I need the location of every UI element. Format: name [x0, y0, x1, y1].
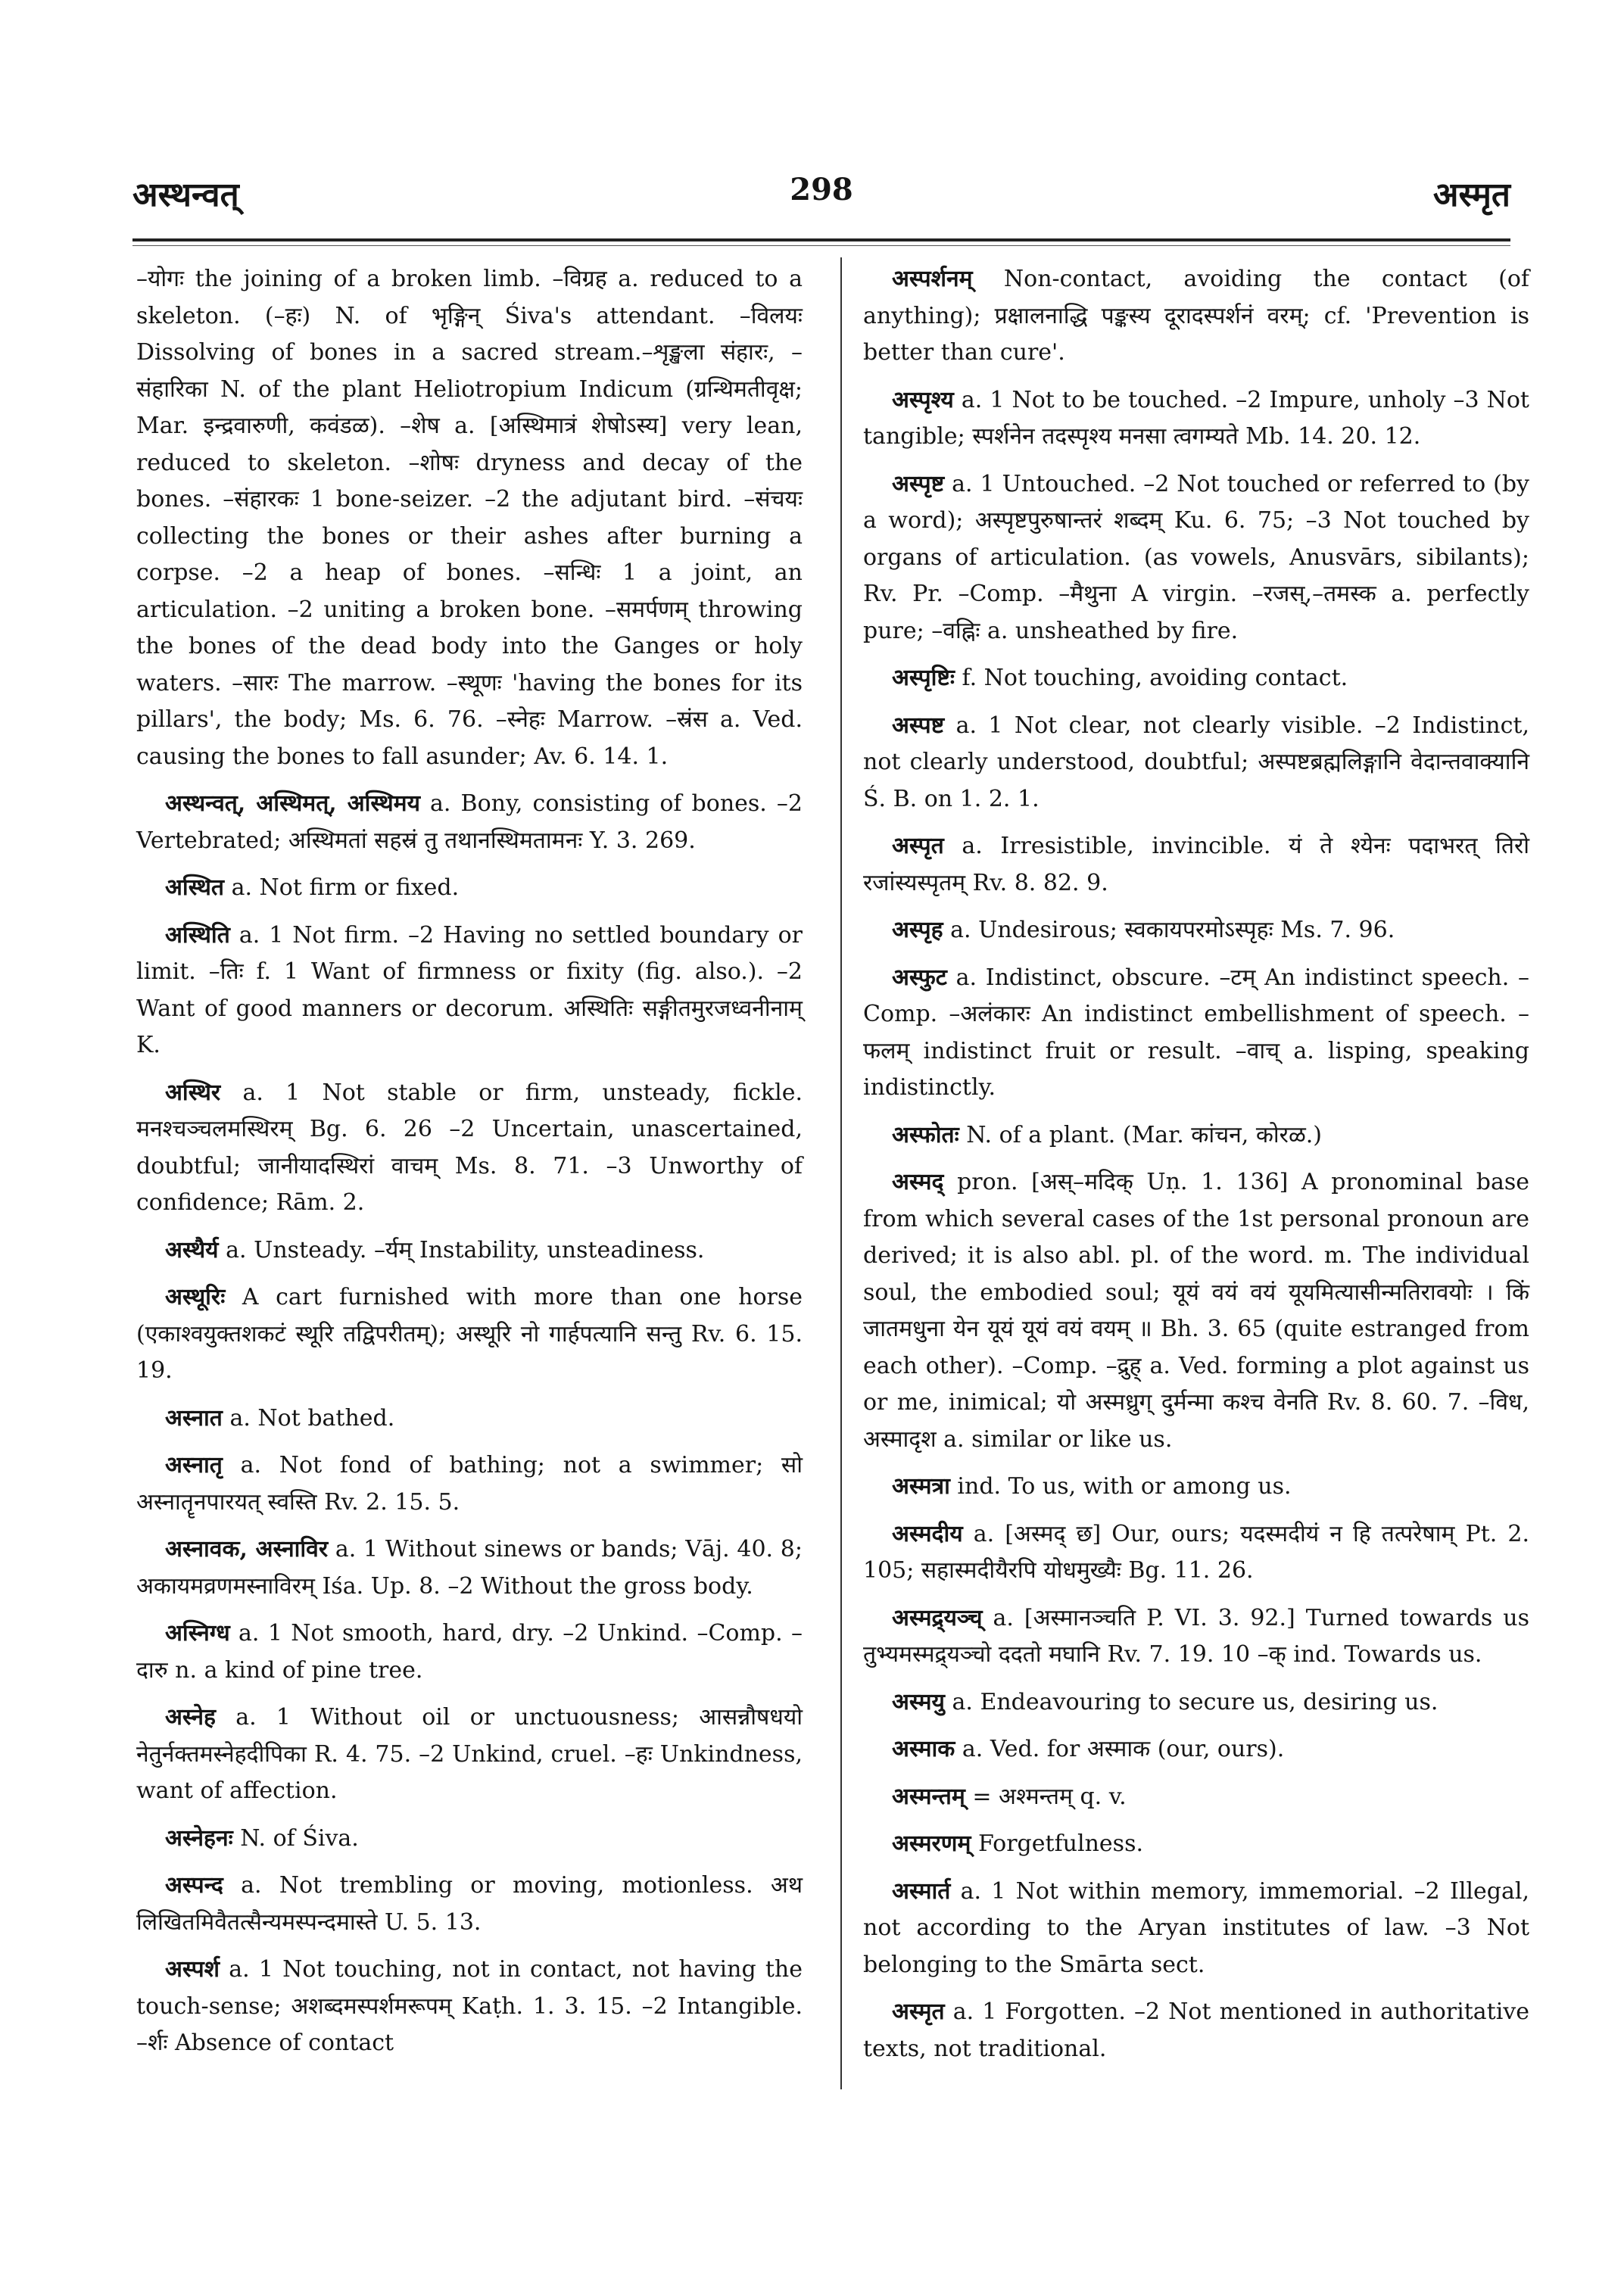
- header-left-word: अस्थन्वत्: [132, 176, 239, 214]
- entry-definition: a. 1 Not touching, not in contact, not having the touch-sense; अशब्दमस्पर्शमरूपम् Kaṭh. 1. 3. 15. –2 Intangible. –र्शः Absence of contact: [136, 1956, 803, 2056]
- entry-headword: अस्पृष्टिः: [892, 665, 955, 691]
- dictionary-entry: [136, 1868, 803, 1941]
- entry-headword: अस्नावक, अस्नाविर: [165, 1536, 329, 1562]
- dictionary-entry: [136, 1279, 803, 1390]
- entry-headword: अस्मार्त: [892, 1877, 951, 1905]
- entry-definition: a. 1 Not stable or firm, unsteady, fickle. मनश्चञ्चलमस्थिरम् Bg. 6. 26 –2 Uncertain, unascertained, doubtful; जानीयादस्थिरां वाचम् Ms. 8. 71. –3 Unworthy of confidence; Rām. 2.: [136, 1079, 803, 1216]
- dictionary-entry: [863, 1779, 1529, 1816]
- entry-headword: अस्फोतः: [892, 1121, 959, 1148]
- entry-headword: अस्पृह: [892, 917, 943, 943]
- entry-definition: a. Unsteady. –र्यम् Instability, unsteadiness.: [226, 1236, 705, 1263]
- entry-definition: a. 1 Untouched. –2 Not touched or referred to (by a word); अस्पृष्टपुरुषान्तरं शब्दम् Ku. 6. 75; –3 Not touched by organs of articulation. (as vowels, Anusvārs, sibilants); Rv. Pr. –Comp. –मैथुना A virgin. –रजस्,–तमस्क a. perfectly pure; –वह्निः a. unsheathed by fire.: [863, 470, 1529, 644]
- entry-definition: a. 1 Without oil or unctuousness; आसन्नौषधयो नेतुर्नक्तमस्नेहदीपिका R. 4. 75. –2 Unkind, cruel. –हः Unkindness, want of affection.: [136, 1704, 803, 1804]
- entry-definition: = अश्मन्तम् q. v.: [972, 1783, 1127, 1810]
- entry-definition: a. Not fond of bathing; not a swimmer; सो अस्नातॄनपारयत् स्वस्ति Rv. 2. 15. 5.: [136, 1452, 803, 1516]
- header-right-word: अस्मृत: [1432, 176, 1510, 214]
- dictionary-entry: [863, 912, 1529, 949]
- entry-definition: a. 1 Not firm. –2 Having no settled boundary or limit. –तिः f. 1 Want of firmness or fixity (fig. also.). –2 Want of good manners or decorum. अस्थितिः सङ्गीतमुरजध्वनीनाम् K.: [136, 921, 803, 1058]
- entry-definition: a. Undesirous; स्वकायपरमोऽस्पृहः Ms. 7. 96.: [950, 917, 1395, 943]
- dictionary-entry: [863, 828, 1529, 902]
- dictionary-entry: [136, 261, 803, 775]
- dictionary-entry: [863, 1600, 1529, 1674]
- entry-definition: a. 1 Not to be touched. –2 Impure, unholy –3 Not tangible; स्पर्शनेन तदस्पृश्य मनसा त्वगम्यते Mb. 14. 20. 12.: [863, 386, 1529, 450]
- entry-headword: अस्मरणम्: [892, 1830, 971, 1857]
- dictionary-entry: [863, 466, 1529, 650]
- left-column: [136, 261, 803, 2073]
- entry-headword: अस्मन्तम्: [892, 1783, 965, 1810]
- dictionary-entry: [863, 708, 1529, 818]
- entry-definition: a. Irresistible, invincible. यं ते श्येनः पदाभरत् तिरो रजांस्यस्पृतम् Rv. 8. 82. 9.: [863, 833, 1529, 896]
- entry-definition: a. Endeavouring to secure us, desiring us.: [952, 1688, 1439, 1715]
- dictionary-entry: [863, 660, 1529, 697]
- entry-headword: अस्निग्ध: [165, 1620, 230, 1647]
- page-number: 298: [790, 172, 853, 207]
- entry-headword: अस्पर्श: [165, 1956, 220, 1983]
- entry-definition: –योगः the joining of a broken limb. –विग्रह a. reduced to a skeleton. (–हः) N. of भृङ्गिन् Śiva's attendant. –विलयः Dissolving of bones in a sacred stream.–शृङ्खला संहारः, –संहारिका N. of the plant Heliotropium Indicum (ग्रन्थिमतीवृक्ष; Mar. इन्द्रवारुणी, कवंडळ). –शेष a. [अस्थिमात्रं शेषोऽस्य] very lean, reduced to skeleton. –शोषः dryness and decay of the bones. –संहारकः 1 bone-seizer. –2 the adjutant bird. –संचयः collecting the bones or their ashes after burning a corpse. –2 a heap of bones. –सन्धिः 1 a joint, an articulation. –2 uniting a broken bone. –समर्पणम् throwing the bones of the dead body into the Ganges or holy waters. –सारः The marrow. –स्थूणः 'having the bones for its pillars', the body; Ms. 6. 76. –स्नेहः Marrow. –स्रंस a. Ved. causing the bones to fall asunder; Av. 6. 14. 1.: [136, 266, 803, 770]
- entry-definition: a. 1 Not within memory, immemorial. –2 Illegal, not according to the Aryan institutes of law. –3 Not belonging to the Smārta sect.: [863, 1877, 1529, 1978]
- entry-headword: अस्मद्: [892, 1169, 944, 1195]
- entry-definition: f. Not touching, avoiding contact.: [962, 665, 1348, 691]
- dictionary-entry: [136, 786, 803, 859]
- entry-definition: a. Not firm or fixed.: [231, 874, 460, 901]
- dictionary-entry: [136, 870, 803, 907]
- dictionary-entry: [136, 1075, 803, 1222]
- entry-definition: a. Indistinct, obscure. –टम् An indistinct speech. –Comp. –अलंकारः An indistinct embellishment of speech. –फलम् indistinct fruit or result. –वाच् a. lisping, speaking indistinctly.: [863, 964, 1529, 1101]
- dictionary-entry: [863, 1731, 1529, 1768]
- entry-headword: अस्पर्शनम्: [892, 266, 973, 292]
- dictionary-entry: [136, 1699, 803, 1810]
- dictionary-entry: [863, 1164, 1529, 1458]
- dictionary-entry: [863, 1994, 1529, 2067]
- entry-headword: अस्फुट: [892, 964, 947, 991]
- dictionary-entry: [863, 960, 1529, 1107]
- page-header: [132, 170, 1510, 223]
- entry-definition: A cart furnished with more than one horse (एकाश्वयुक्तशकटं स्थूरि तद्विपरीतम्); अस्थूरि नो गार्हपत्यानि सन्तु Rv. 6. 15. 19.: [136, 1284, 803, 1384]
- dictionary-entry: [863, 1516, 1529, 1590]
- dictionary-entry: [136, 1232, 803, 1270]
- dictionary-entry: [863, 1469, 1529, 1506]
- dictionary-entry: [136, 918, 803, 1064]
- entry-definition: a. 1 Not smooth, hard, dry. –2 Unkind. –Comp. –दारु n. a kind of pine tree.: [136, 1620, 803, 1684]
- dictionary-entry: [863, 1117, 1529, 1154]
- entry-definition: ind. To us, with or among us.: [957, 1473, 1292, 1500]
- column-divider: [840, 257, 842, 2089]
- entry-headword: अस्पृत: [892, 833, 944, 859]
- entry-headword: अस्थित: [165, 874, 225, 901]
- dictionary-entry: [863, 261, 1529, 372]
- entry-definition: a. 1 Not clear, not clearly visible. –2 Indistinct, not clearly understood, doubtful; अस्पष्टब्रह्मलिङ्गानि वेदान्तवाक्यानि Ś. B. on 1. 2. 1.: [863, 712, 1529, 812]
- entry-headword: अस्थूरिः: [165, 1284, 226, 1310]
- entry-headword: अस्थैर्य: [165, 1236, 219, 1263]
- entry-headword: अस्नात: [165, 1404, 223, 1432]
- dictionary-entry: [136, 1447, 803, 1521]
- entry-headword: अस्पष्ट: [892, 712, 945, 739]
- entry-headword: अस्पन्द: [165, 1872, 223, 1899]
- dictionary-entry: [863, 382, 1529, 456]
- dictionary-entry: [863, 1826, 1529, 1863]
- entry-headword: अस्नातृ: [165, 1452, 223, 1478]
- entry-definition: Non-contact, avoiding the contact (of anything); प्रक्षालनाद्धि पङ्कस्य दूरादस्पर्शनं वरम्; cf. 'Prevention is better than cure'.: [863, 266, 1529, 366]
- entry-definition: a. Not bathed.: [229, 1404, 395, 1432]
- entry-headword: अस्पृष्ट: [892, 470, 945, 497]
- dictionary-entry: [136, 1400, 803, 1438]
- dictionary-entry: [863, 1874, 1529, 1984]
- entry-definition: a. Bony, consisting of bones. –2 Vertebrated; अस्थिमतां सहस्रं तु तथानस्थिमतामनः Y. 3. 269.: [136, 790, 803, 854]
- entry-headword: अस्मत्रा: [892, 1473, 950, 1500]
- entry-definition: N. of a plant. (Mar. कांचन, कोरळ.): [966, 1121, 1322, 1148]
- dictionary-entry: [136, 1821, 803, 1858]
- entry-definition: a. Ved. for अस्माक (our, ours).: [962, 1736, 1285, 1762]
- entry-headword: अस्नेहनः: [165, 1824, 233, 1852]
- entry-definition: a. [अस्मद् छ] Our, ours; यदस्मदीयं न हि तत्परेषाम् Pt. 2. 105; सहास्मदीयैरपि योधमुख्यैः Bg. 11. 26.: [863, 1520, 1529, 1584]
- entry-headword: अस्मदीय: [892, 1520, 963, 1547]
- entry-definition: a. Not trembling or moving, motionless. अथ लिखितमिवैतत्सैन्यमस्पन्दमास्ते U. 5. 13.: [136, 1872, 803, 1936]
- entry-headword: अस्थिर: [165, 1079, 221, 1106]
- dictionary-entry: [136, 1952, 803, 2062]
- entry-headword: अस्थन्वत्, अस्थिमत्, अस्थिमय: [165, 790, 420, 817]
- dictionary-entry: [863, 1684, 1529, 1721]
- entry-definition: pron. [अस्–मदिक् Uṇ. 1. 136] A pronominal base from which several cases of the 1st personal pronoun are derived; it is also abl. pl. of the word. m. The individual soul, the embodied soul; यूयं वयं वयं यूयमित्यासीन्मतिरावयोः । किं जातमधुना येन यूयं यूयं वयं वयम् ॥ Bh. 3. 65 (quite estranged from each other). –Comp. –द्रुह् a. Ved. forming a plot against us or me, inimical; यो अस्मध्रुग् दुर्मन्मा कश्च वेनति Rv. 8. 60. 7. –विध, अस्मादृश a. similar or like us.: [863, 1169, 1529, 1453]
- entry-headword: अस्मद्र्यञ्च्: [892, 1604, 983, 1631]
- entry-definition: a. 1 Without sinews or bands; Vāj. 40. 8; अकायमव्रणमस्नाविरम् Iśa. Up. 8. –2 Without the gross body.: [136, 1536, 803, 1600]
- entry-definition: a. [अस्मानञ्चति P. VI. 3. 92.] Turned towards us तुभ्यमस्मद्र्यञ्चो ददतो मघानि Rv. 7. 19. 10 –क् ind. Towards us.: [863, 1604, 1529, 1668]
- dictionary-entry: [136, 1531, 803, 1605]
- entry-headword: अस्माक: [892, 1736, 955, 1762]
- entry-headword: अस्मृत: [892, 1999, 945, 2025]
- entry-definition: N. of Śiva.: [240, 1824, 359, 1852]
- dictionary-entry: [136, 1615, 803, 1689]
- header-rule: [132, 238, 1510, 241]
- entry-headword: अस्थिति: [165, 921, 230, 949]
- entry-definition: a. 1 Forgotten. –2 Not mentioned in authoritative texts, not traditional.: [863, 1999, 1529, 2062]
- right-column: [863, 261, 1529, 2078]
- entry-headword: अस्मयु: [892, 1688, 945, 1715]
- entry-headword: अस्पृश्य: [892, 386, 954, 413]
- entry-definition: Forgetfulness.: [977, 1830, 1143, 1857]
- header-rule-thin: [132, 245, 1510, 246]
- entry-headword: अस्नेह: [165, 1704, 216, 1731]
